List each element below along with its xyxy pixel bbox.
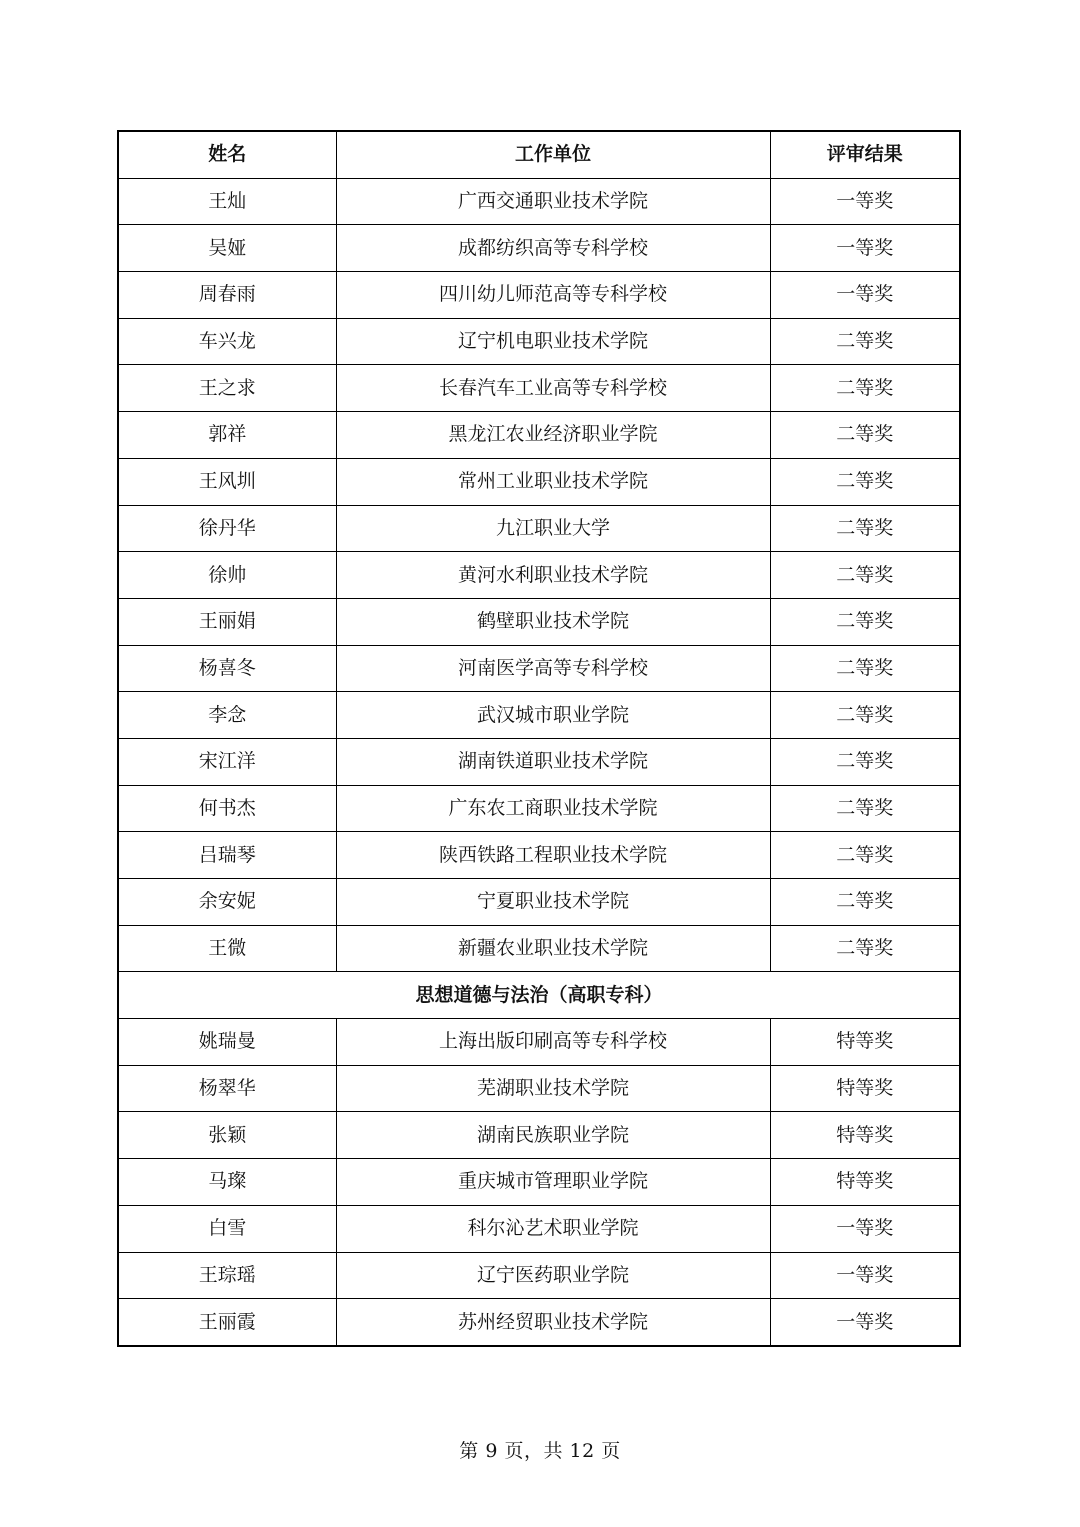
cell-result: 二等奖: [770, 458, 960, 505]
cell-result: 二等奖: [770, 925, 960, 972]
cell-name: 王丽娟: [118, 598, 336, 645]
cell-result: 特等奖: [770, 1112, 960, 1159]
cell-result: 二等奖: [770, 785, 960, 832]
table-row: [118, 178, 960, 225]
table-row: [118, 785, 960, 832]
cell-name: 何书杰: [118, 785, 336, 832]
table-row: [118, 225, 960, 272]
section-title: 思想道德与法治（高职专科）: [118, 972, 960, 1019]
page-footer: 第 9 页，共 12 页: [459, 1440, 621, 1462]
cell-name: 吕瑞琴: [118, 832, 336, 879]
cell-name: 王灿: [118, 178, 336, 225]
cell-unit: 成都纺织高等专科学校: [336, 225, 770, 272]
cell-name: 王琮瑶: [118, 1252, 336, 1299]
cell-result: 二等奖: [770, 832, 960, 879]
table-header-row: [118, 131, 960, 178]
header-result: 评审结果: [770, 131, 960, 178]
cell-result: 二等奖: [770, 738, 960, 785]
table-row: [118, 645, 960, 692]
cell-unit: 广西交通职业技术学院: [336, 178, 770, 225]
cell-result: 二等奖: [770, 505, 960, 552]
cell-unit: 辽宁机电职业技术学院: [336, 318, 770, 365]
cell-name: 吴娅: [118, 225, 336, 272]
cell-result: 二等奖: [770, 598, 960, 645]
cell-result: 二等奖: [770, 365, 960, 412]
table-row: [118, 505, 960, 552]
cell-unit: 黑龙江农业经济职业学院: [336, 412, 770, 459]
cell-name: 王微: [118, 925, 336, 972]
cell-unit: 宁夏职业技术学院: [336, 879, 770, 926]
table-row: [118, 552, 960, 599]
cell-name: 杨喜冬: [118, 645, 336, 692]
table-row: [118, 1019, 960, 1066]
cell-name: 徐丹华: [118, 505, 336, 552]
cell-result: 一等奖: [770, 178, 960, 225]
cell-result: 二等奖: [770, 318, 960, 365]
table-row: [118, 412, 960, 459]
cell-result: 一等奖: [770, 272, 960, 319]
table-row: [118, 598, 960, 645]
table-row: [118, 879, 960, 926]
cell-unit: 长春汽车工业高等专科学校: [336, 365, 770, 412]
table-row: [118, 1205, 960, 1252]
cell-result: 一等奖: [770, 1299, 960, 1346]
cell-unit: 九江职业大学: [336, 505, 770, 552]
table-row: [118, 738, 960, 785]
cell-unit: 湖南铁道职业技术学院: [336, 738, 770, 785]
cell-unit: 武汉城市职业学院: [336, 692, 770, 739]
cell-unit: 四川幼儿师范高等专科学校: [336, 272, 770, 319]
cell-name: 姚瑞曼: [118, 1019, 336, 1066]
cell-unit: 上海出版印刷高等专科学校: [336, 1019, 770, 1066]
table-row: [118, 925, 960, 972]
cell-result: 二等奖: [770, 552, 960, 599]
cell-result: 二等奖: [770, 692, 960, 739]
cell-name: 周春雨: [118, 272, 336, 319]
awards-table: [117, 130, 961, 1347]
section-row: [118, 972, 960, 1019]
table-row: [118, 692, 960, 739]
cell-result: 一等奖: [770, 1205, 960, 1252]
table-row: [118, 1065, 960, 1112]
cell-unit: 新疆农业职业技术学院: [336, 925, 770, 972]
cell-name: 王丽霞: [118, 1299, 336, 1346]
cell-name: 徐帅: [118, 552, 336, 599]
cell-name: 白雪: [118, 1205, 336, 1252]
cell-result: 二等奖: [770, 879, 960, 926]
table-row: [118, 1159, 960, 1206]
cell-unit: 常州工业职业技术学院: [336, 458, 770, 505]
header-name: 姓名: [118, 131, 336, 178]
table-row: [118, 1252, 960, 1299]
cell-name: 王风圳: [118, 458, 336, 505]
header-unit: 工作单位: [336, 131, 770, 178]
cell-name: 郭祥: [118, 412, 336, 459]
cell-unit: 湖南民族职业学院: [336, 1112, 770, 1159]
table-row: [118, 272, 960, 319]
cell-unit: 陕西铁路工程职业技术学院: [336, 832, 770, 879]
table-row: [118, 1299, 960, 1346]
cell-result: 特等奖: [770, 1159, 960, 1206]
cell-unit: 鹤壁职业技术学院: [336, 598, 770, 645]
cell-result: 二等奖: [770, 645, 960, 692]
cell-name: 杨翠华: [118, 1065, 336, 1112]
cell-unit: 苏州经贸职业技术学院: [336, 1299, 770, 1346]
cell-name: 余安妮: [118, 879, 336, 926]
cell-name: 马璨: [118, 1159, 336, 1206]
table-row: [118, 318, 960, 365]
cell-result: 一等奖: [770, 1252, 960, 1299]
cell-result: 特等奖: [770, 1019, 960, 1066]
table-row: [118, 365, 960, 412]
table-row: [118, 458, 960, 505]
cell-name: 张颖: [118, 1112, 336, 1159]
cell-unit: 黄河水利职业技术学院: [336, 552, 770, 599]
cell-unit: 河南医学高等专科学校: [336, 645, 770, 692]
cell-result: 二等奖: [770, 412, 960, 459]
cell-name: 李念: [118, 692, 336, 739]
cell-result: 一等奖: [770, 225, 960, 272]
cell-name: 王之求: [118, 365, 336, 412]
cell-unit: 广东农工商职业技术学院: [336, 785, 770, 832]
cell-unit: 芜湖职业技术学院: [336, 1065, 770, 1112]
table-body: [118, 178, 960, 1346]
table-row: [118, 1112, 960, 1159]
cell-name: 车兴龙: [118, 318, 336, 365]
cell-unit: 重庆城市管理职业学院: [336, 1159, 770, 1206]
cell-unit: 科尔沁艺术职业学院: [336, 1205, 770, 1252]
cell-result: 特等奖: [770, 1065, 960, 1112]
cell-unit: 辽宁医药职业学院: [336, 1252, 770, 1299]
table-row: [118, 832, 960, 879]
cell-name: 宋江洋: [118, 738, 336, 785]
